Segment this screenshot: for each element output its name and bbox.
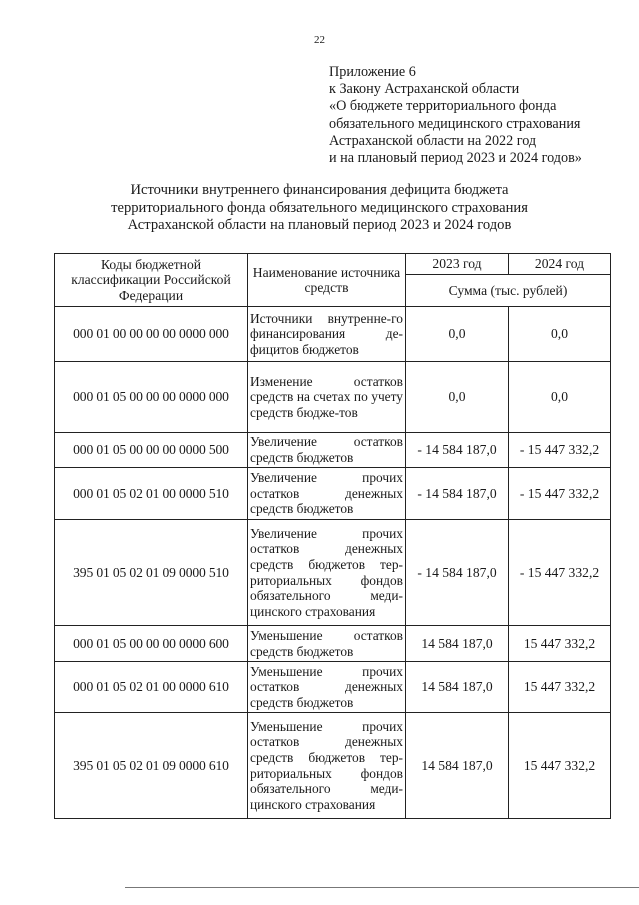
header-codes: Коды бюджетной классификации Российской Федерации [55,254,248,307]
appendix-line: Приложение 6 [329,64,416,80]
row-name: Источники внутренне-го финансирования де-фицитов бюджетов [248,307,406,362]
row-code: 000 01 05 02 01 00 0000 510 [55,468,248,520]
row-code: 000 01 05 00 00 00 0000 000 [55,362,248,433]
row-name: Уменьшение прочих остатков денежных средств бюджетов тер-риториальных фондов обязательного меди-цинского страхования [248,713,406,819]
table-row [55,362,611,433]
row-value-2024: - 15 447 332,2 [509,468,611,520]
appendix-line: Астраханской области на 2022 год [329,132,537,149]
table-row [55,468,611,520]
table-row [55,713,611,819]
row-code: 395 01 05 02 01 09 0000 510 [55,520,248,626]
table-row [55,626,611,662]
row-value-2023: - 14 584 187,0 [406,433,509,468]
table-row [55,520,611,626]
appendix-line: к Закону Астраханской области [329,81,520,98]
row-value-2024: 15 447 332,2 [509,626,611,662]
appendix-header [329,64,582,167]
row-value-2024: 15 447 332,2 [509,662,611,713]
title-line: Источники внутреннего финансирования дефицита бюджета [130,182,509,198]
row-name: Уменьшение остатков средств бюджетов [248,626,406,662]
row-value-2023: - 14 584 187,0 [406,468,509,520]
table-row [55,662,611,713]
document-title [0,182,639,235]
table-row [55,307,611,362]
row-value-2023: - 14 584 187,0 [406,520,509,626]
page-number: 22 [314,34,325,46]
row-value-2024: 15 447 332,2 [509,713,611,819]
row-name: Увеличение прочих остатков денежных средств бюджетов [248,468,406,520]
header-sum: Сумма (тыс. рублей) [406,275,611,307]
row-value-2023: 14 584 187,0 [406,626,509,662]
row-value-2023: 14 584 187,0 [406,662,509,713]
row-value-2023: 14 584 187,0 [406,713,509,819]
row-name: Уменьшение прочих остатков денежных средств бюджетов [248,662,406,713]
row-code: 000 01 05 00 00 00 0000 500 [55,433,248,468]
header-source-name: Наименование источника средств [248,254,406,307]
header-year-2023: 2023 год [406,254,509,275]
row-code: 000 01 00 00 00 00 0000 000 [55,307,248,362]
title-line: территориального фонда обязательного медицинского страхования [111,199,528,216]
table-row [55,433,611,468]
row-value-2024: 0,0 [509,307,611,362]
row-value-2023: 0,0 [406,307,509,362]
row-code: 000 01 05 00 00 00 0000 600 [55,626,248,662]
row-value-2024: 0,0 [509,362,611,433]
row-code: 395 01 05 02 01 09 0000 610 [55,713,248,819]
row-value-2024: - 15 447 332,2 [509,520,611,626]
financing-sources-table [54,253,611,819]
row-value-2024: - 15 447 332,2 [509,433,611,468]
footer-rule [125,887,639,888]
row-value-2023: 0,0 [406,362,509,433]
row-code: 000 01 05 02 01 00 0000 610 [55,662,248,713]
row-name: Увеличение остатков средств бюджетов [248,433,406,468]
title-line: Астраханской области на плановый период 2023 и 2024 годов [127,217,512,233]
header-year-2024: 2024 год [509,254,611,275]
row-name: Изменение остатков средств на счетах по учету средств бюдже-тов [248,362,406,433]
appendix-line: обязательного медицинского страхования [329,115,581,132]
appendix-line: и на плановый период 2023 и 2024 годов» [329,149,582,166]
appendix-line: «О бюджете территориального фонда [329,98,557,115]
row-name: Увеличение прочих остатков денежных средств бюджетов тер-риториальных фондов обязательного меди-цинского страхования [248,520,406,626]
